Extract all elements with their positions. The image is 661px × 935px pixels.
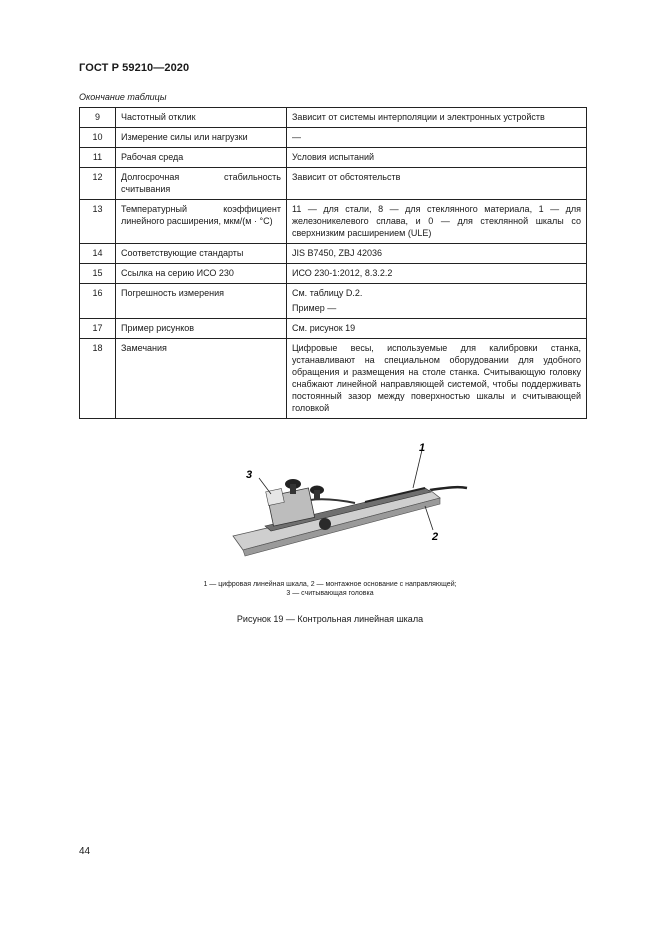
table-row bbox=[80, 284, 587, 319]
document-header: ГОСТ Р 59210—2020 bbox=[79, 62, 190, 74]
row-value: JIS B7450, ZBJ 42036 bbox=[287, 244, 587, 264]
row-number: 17 bbox=[80, 319, 116, 339]
row-value: 11 — для стали, 8 — для стеклянного материала, 1 — для железоникелевого сплава, и 0 — для стеклянной шкалы со сверхнизким расширением (ULE) bbox=[287, 200, 587, 244]
table-row bbox=[80, 108, 587, 128]
table-row bbox=[80, 200, 587, 244]
row-number: 10 bbox=[80, 128, 116, 148]
row-value: ИСО 230-1:2012, 8.3.2.2 bbox=[287, 264, 587, 284]
row-parameter: Соответствующие стандарты bbox=[116, 244, 287, 264]
table-row bbox=[80, 339, 587, 419]
row-number: 12 bbox=[80, 168, 116, 200]
row-value: См. таблицу D.2. bbox=[292, 288, 363, 298]
page-number: 44 bbox=[79, 846, 91, 857]
leader-line-2 bbox=[425, 506, 433, 530]
callout-2: 2 bbox=[432, 531, 439, 543]
row-value: Зависит от обстоятельств bbox=[287, 168, 587, 200]
row-parameter: Ссылка на серию ИСО 230 bbox=[116, 264, 287, 284]
table-row bbox=[80, 244, 587, 264]
table-row bbox=[80, 319, 587, 339]
cable bbox=[430, 487, 467, 490]
table-continuation-caption: Окончание таблицы bbox=[79, 92, 167, 102]
mounting-base bbox=[233, 490, 440, 550]
row-number: 18 bbox=[80, 339, 116, 419]
knob-stem bbox=[290, 484, 296, 494]
row-number: 13 bbox=[80, 200, 116, 244]
head-cable bbox=[310, 499, 355, 503]
callout-3: 3 bbox=[246, 469, 253, 481]
figure-title: Рисунок 19 — Контрольная линейная шкала bbox=[236, 614, 424, 624]
row-parameter: Измерение силы или нагрузки bbox=[116, 128, 287, 148]
row-number: 9 bbox=[80, 108, 116, 128]
row-parameter: Погрешность измерения bbox=[116, 284, 287, 319]
row-value: См. рисунок 19 bbox=[287, 319, 587, 339]
table-row bbox=[80, 264, 587, 284]
row-number: 11 bbox=[80, 148, 116, 168]
row-parameter: Долгосрочная стабильность считывания bbox=[116, 168, 287, 200]
table-row bbox=[80, 168, 587, 200]
leader-line-1 bbox=[413, 450, 422, 488]
table-row bbox=[80, 128, 587, 148]
row-number: 14 bbox=[80, 244, 116, 264]
leader-line-3 bbox=[259, 478, 271, 494]
callout-1: 1 bbox=[419, 442, 426, 454]
row-value-example: Пример — bbox=[292, 303, 337, 313]
row-value: — bbox=[287, 128, 587, 148]
row-parameter: Рабочая среда bbox=[116, 148, 287, 168]
row-number: 16 bbox=[80, 284, 116, 319]
row-parameter: Пример рисунков bbox=[116, 319, 287, 339]
knob-stem bbox=[314, 490, 320, 499]
row-value: Цифровые весы, используемые для калибровки станка, устанавливают на специальном оборудовании для удобного обращения и размещения на столе станка. Считывающую головку снабжают линейной направляющей системой, чтобы поддерживать постоянный зазор между поверхностью шкалы и считывающей головкой bbox=[287, 339, 587, 419]
row-parameter: Частотный отклик bbox=[116, 108, 287, 128]
row-parameter: Температурный коэффициент линейного расширения, мкм/(м · °С) bbox=[116, 200, 287, 244]
row-number: 15 bbox=[80, 264, 116, 284]
row-value-cell bbox=[287, 284, 587, 319]
table-row bbox=[80, 148, 587, 168]
spec-table bbox=[79, 107, 587, 419]
linear-scale-figure bbox=[225, 438, 470, 568]
clamp-knob bbox=[319, 518, 331, 530]
row-value: Условия испытаний bbox=[287, 148, 587, 168]
row-value: Зависит от системы интерполяции и электронных устройств bbox=[287, 108, 587, 128]
row-parameter: Замечания bbox=[116, 339, 287, 419]
figure-legend bbox=[110, 580, 550, 598]
legend-line: 3 — считывающая головка bbox=[286, 590, 374, 597]
legend-line: 1 — цифровая линейная шкала, 2 — монтажное основание с направляющей; bbox=[203, 581, 457, 588]
